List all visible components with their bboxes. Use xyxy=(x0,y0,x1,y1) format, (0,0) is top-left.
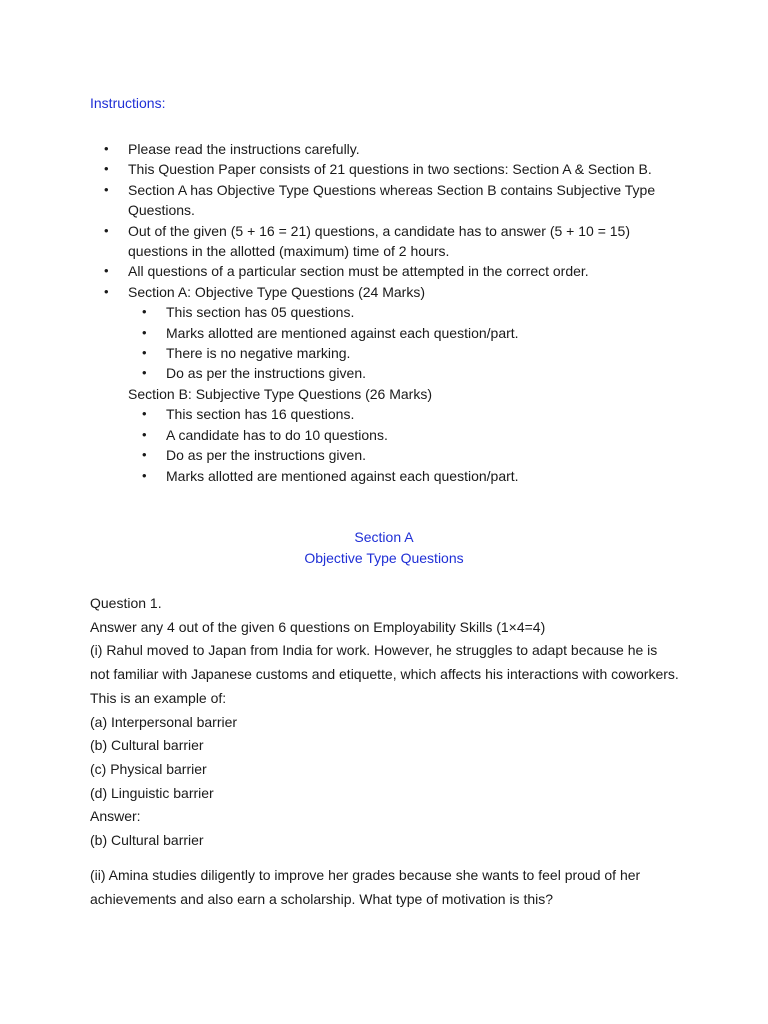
option-c: (c) Physical barrier xyxy=(90,760,207,777)
answer-label: Answer: xyxy=(90,808,141,825)
bullet-icon: • xyxy=(142,447,147,463)
question-instruction: Answer any 4 out of the given 6 questions on Employability Skills (1×4=4) xyxy=(90,618,546,635)
instruction-item: • This Question Paper consists of 21 questions in two sections: Section A & Section B. xyxy=(90,159,680,179)
answer-text: (b) Cultural barrier xyxy=(90,832,204,849)
section-subtitle: Objective Type Questions xyxy=(304,550,464,566)
section-a-point: • Do as per the instructions given. xyxy=(90,363,680,383)
bullet-icon: • xyxy=(104,222,109,238)
question-stem: (ii) Amina studies diligently to improve her grades because she wants to feel proud of her achievements and also earn a scholarship. What type of motivation is this? xyxy=(90,867,641,907)
question-stem: (i) Rahul moved to Japan from India for work. However, he struggles to adapt because he is not familiar with Japanese customs and etiquette, which affects his interactions with coworkers. This is an example of: xyxy=(90,642,679,706)
bullet-icon: • xyxy=(142,406,147,422)
section-a-point: • Marks allotted are mentioned against each question/part. xyxy=(90,323,680,343)
instructions-heading: Instructions: xyxy=(90,95,166,111)
section-a-point: • This section has 05 questions. xyxy=(90,302,680,322)
bullet-icon: • xyxy=(142,304,147,320)
bullet-icon: • xyxy=(142,324,147,340)
instruction-item: • All questions of a particular section must be attempted in the correct order. xyxy=(90,261,680,281)
bullet-icon: • xyxy=(142,467,147,483)
section-b-point: • A candidate has to do 10 questions. xyxy=(90,425,680,445)
option-a: (a) Interpersonal barrier xyxy=(90,713,238,730)
instruction-item: • Section A has Objective Type Questions whereas Section B contains Subjective Type Questions. xyxy=(104,181,656,219)
section-b-point: • This section has 16 questions. xyxy=(90,404,680,424)
bullet-icon: • xyxy=(104,283,109,299)
option-b: (b) Cultural barrier xyxy=(90,737,204,754)
instruction-item: • Section A: Objective Type Questions (24 Marks) xyxy=(90,282,680,302)
bullet-icon: • xyxy=(142,365,147,381)
option-d: (d) Linguistic barrier xyxy=(90,784,214,801)
bullet-icon: • xyxy=(142,426,147,442)
section-b-heading: Section B: Subjective Type Questions (26 Marks) xyxy=(128,385,432,402)
bullet-icon: • xyxy=(104,141,109,156)
instruction-item: • Please read the instructions carefully. xyxy=(90,139,680,159)
section-b-point: • Do as per the instructions given. xyxy=(90,445,680,465)
bullet-icon: • xyxy=(104,263,109,279)
question-1-part-ii xyxy=(90,864,680,911)
question-1 xyxy=(90,592,680,853)
bullet-icon: • xyxy=(104,181,109,197)
question-number: Question 1. xyxy=(90,595,162,611)
bullet-icon: • xyxy=(142,345,147,361)
bullet-icon: • xyxy=(104,161,109,177)
section-title: Section A xyxy=(354,529,414,545)
section-b-point: • Marks allotted are mentioned against each question/part. xyxy=(90,466,680,486)
instructions-list xyxy=(90,139,680,486)
instruction-item: • Out of the given (5 + 16 = 21) questions, a candidate has to answer (5 + 10 = 15) questions in the allotted (maximum) time of 2 hours. xyxy=(104,222,630,260)
section-a-point: • There is no negative marking. xyxy=(90,343,680,363)
